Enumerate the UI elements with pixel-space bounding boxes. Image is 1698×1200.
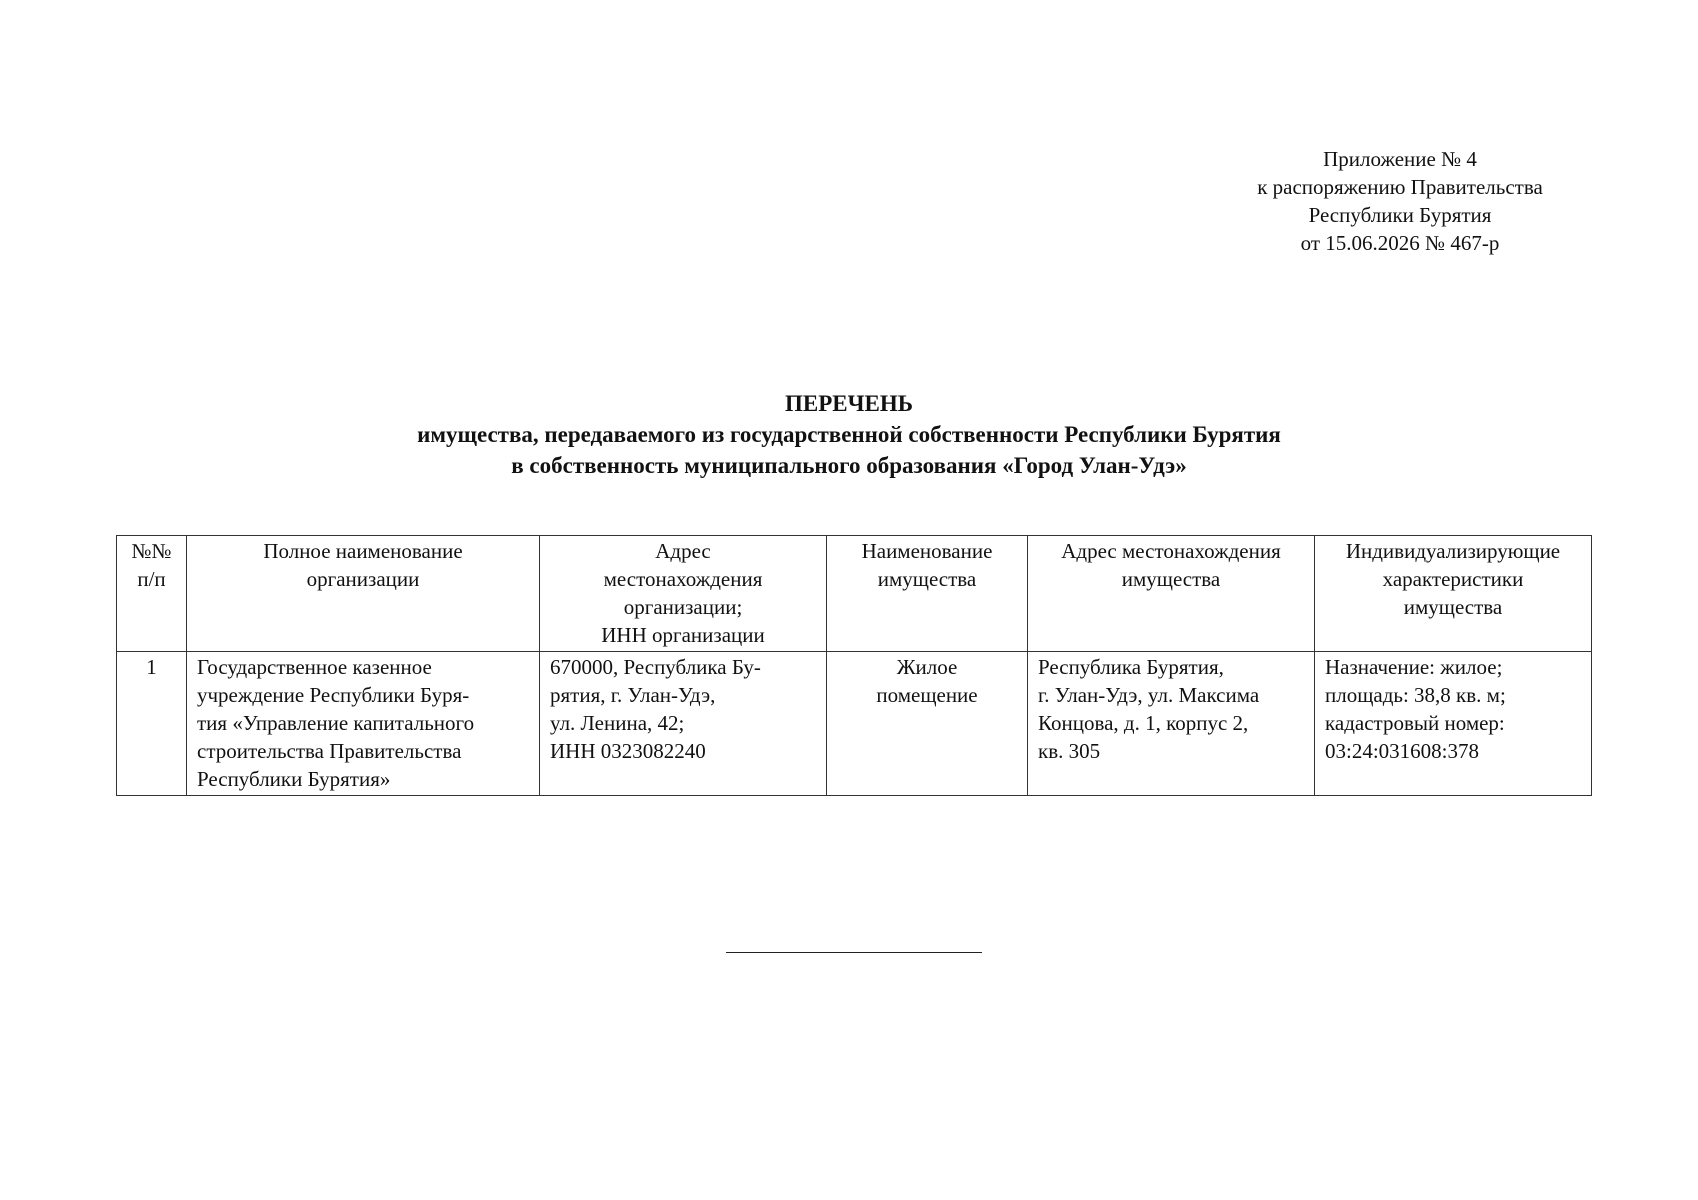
header-number: №№ п/п (117, 536, 187, 652)
cell-property-address: Республика Бурятия, г. Улан-Удэ, ул. Максима Концова, д. 1, корпус 2, кв. 305 (1028, 652, 1315, 796)
table-row (117, 652, 1592, 796)
cell-property-name: Жилое помещение (827, 652, 1028, 796)
cell-property-characteristics: Назначение: жилое; площадь: 38,8 кв. м; кадастровый номер: 03:24:031608:378 (1315, 652, 1592, 796)
cell-number: 1 (117, 652, 187, 796)
attachment-line: от 15.06.2026 № 467-р (1300, 231, 1500, 255)
property-table (116, 535, 1592, 796)
closing-rule-line (726, 952, 982, 953)
header-organization-name: Полное наименование организации (187, 536, 540, 652)
cell-organization-name: Государственное казенное учреждение Республики Буря- тия «Управление капитального строительства Правительства Республики Бурятия» (187, 652, 540, 796)
title-heading: ПЕРЕЧЕНЬ (785, 391, 913, 416)
document-title (0, 388, 1698, 481)
attachment-line: Приложение № 4 (1323, 147, 1477, 171)
attachment-line: Республики Бурятия (1308, 203, 1492, 227)
title-line-1: имущества, передаваемого из государственной собственности Республики Бурятия (417, 422, 1281, 447)
header-organization-address: Адрес местонахождения организации; ИНН организации (540, 536, 827, 652)
cell-organization-address: 670000, Республика Бу- рятия, г. Улан-Удэ, ул. Ленина, 42; ИНН 0323082240 (540, 652, 827, 796)
attachment-block (1200, 145, 1600, 257)
header-property-address: Адрес местонахождения имущества (1028, 536, 1315, 652)
table-header-row (117, 536, 1592, 652)
title-line-2: в собственность муниципального образования «Город Улан-Удэ» (511, 453, 1187, 478)
header-property-characteristics: Индивидуализирующие характеристики имущества (1315, 536, 1592, 652)
header-property-name: Наименование имущества (827, 536, 1028, 652)
attachment-line: к распоряжению Правительства (1257, 175, 1543, 199)
